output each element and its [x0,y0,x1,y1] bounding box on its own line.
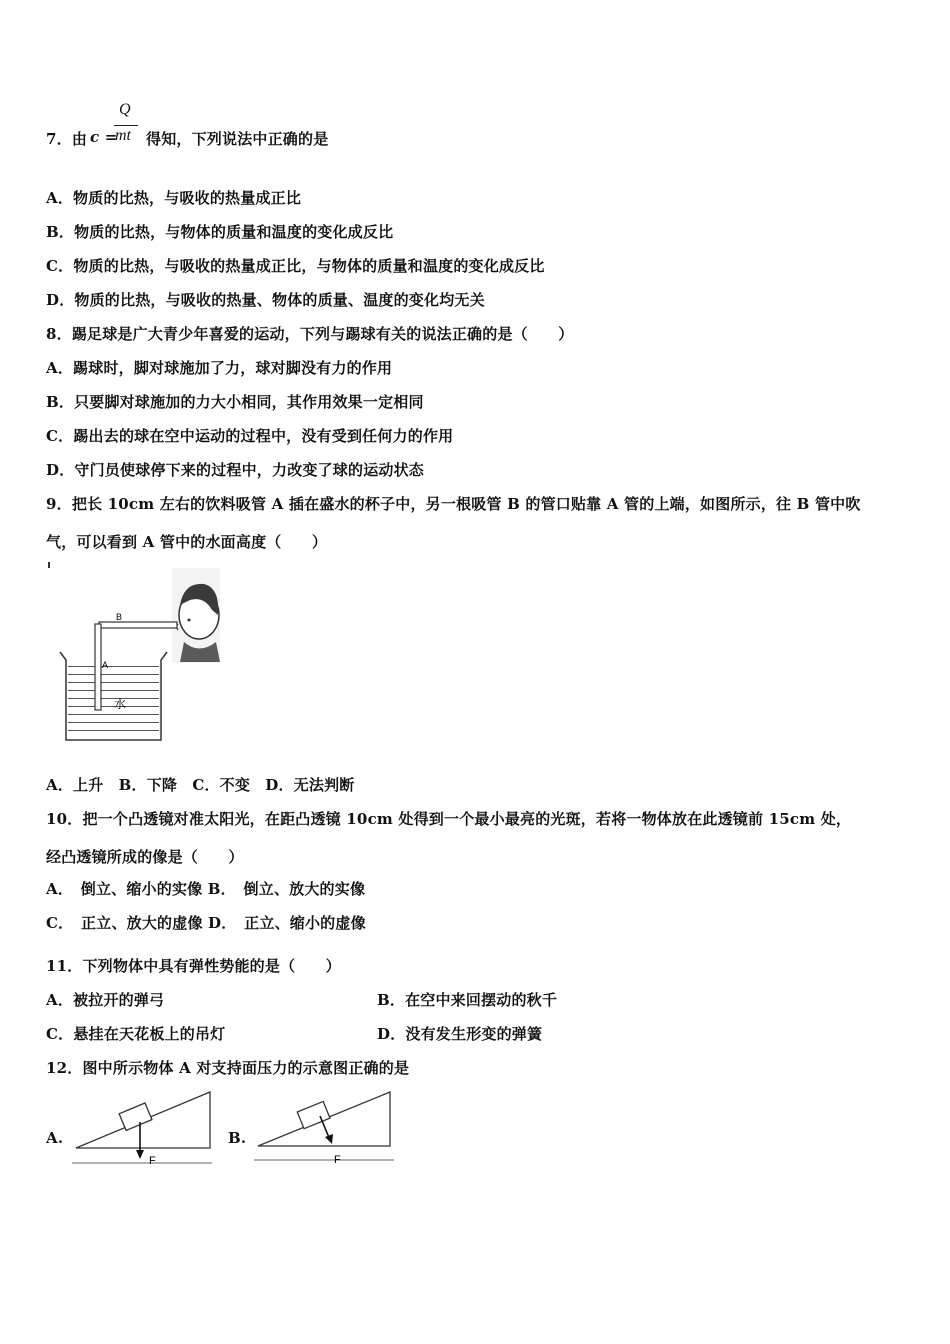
fraction-numerator: Q [119,101,131,118]
q11-option-b: B．在空中来回摆动的秋千 [377,991,558,1009]
q12-stem: 12．图中所示物体 A 对支持面压力的示意图正确的是 [46,1059,410,1077]
q12-incline-diagram-b [254,1088,399,1170]
q8-option-d: D．守门员使球停下来的过程中，力改变了球的运动状态 [46,461,425,479]
q8-stem: 8．踢足球是广大青少年喜爱的运动，下列与踢球有关的说法正确的是（ ） [46,325,574,343]
force-label-a: F [149,1155,156,1167]
force-label-b: F [334,1154,341,1166]
q12-option-a-label: A. [46,1129,64,1147]
q10-stem-line2: 经凸透镜所成的像是（ ） [46,848,244,866]
q11-option-d: D．没有发生形变的弹簧 [377,1025,543,1043]
q9-stem-line2: 气，可以看到 A 管中的水面高度（ ） [46,533,328,551]
tube-b-label: B [116,612,123,622]
q11-option-a: A．被拉开的弹弓 [46,991,165,1009]
q9-straw-figure [44,560,224,750]
q7-formula-lhs: c = [90,128,118,146]
q7-stem-suffix: 得知，下列说法中正确的是 [146,130,329,148]
q10-stem-line1: 10．把一个凸透镜对准太阳光，在距凸透镜 10cm 处得到一个最小最亮的光斑，若将一物体放在此透镜前 15cm 处， [46,810,852,828]
q9-options: A．上升 B．下降 C．不变 D．无法判断 [46,776,355,794]
q11-option-c: C．悬挂在天花板上的吊灯 [46,1025,226,1043]
q11-stem: 11．下列物体中具有弹性势能的是（ ） [46,957,341,975]
q10-options-row1: A． 倒立、缩小的实像 B． 倒立、放大的实像 [46,880,366,898]
q7-option-c: C．物质的比热，与吸收的热量成正比，与物体的质量和温度的变化成反比 [46,257,545,275]
water-label: 水 [114,697,127,711]
q7-option-a: A．物质的比热，与吸收的热量成正比 [46,189,302,207]
q12-option-b-label: B. [228,1129,247,1147]
fraction-denominator: mt [115,127,131,144]
q7-prefix: 7．由 [46,130,88,148]
q8-option-c: C．踢出去的球在空中运动的过程中，没有受到任何力的作用 [46,427,454,445]
q7-option-b: B．物质的比热，与物体的质量和温度的变化成反比 [46,223,394,241]
q8-option-b: B．只要脚对球施加的力大小相同，其作用效果一定相同 [46,393,424,411]
q8-option-a: A．踢球时，脚对球施加了力，球对脚没有力的作用 [46,359,393,377]
q9-stem-line1: 9．把长 10cm 左右的饮料吸管 A 插在盛水的杯子中，另一根吸管 B 的管口贴靠 A 管的上端，如图所示，往 B 管中吹 [46,495,861,513]
person-icon [172,568,220,663]
tube-a-label: A [102,660,109,670]
q7-option-d: D．物质的比热，与吸收的热量、物体的质量、温度的变化均无关 [46,291,485,309]
q10-options-row2: C． 正立、放大的虚像 D． 正立、缩小的虚像 [46,914,366,932]
fraction-bar [114,125,138,126]
q12-incline-diagram-a [72,1088,217,1170]
